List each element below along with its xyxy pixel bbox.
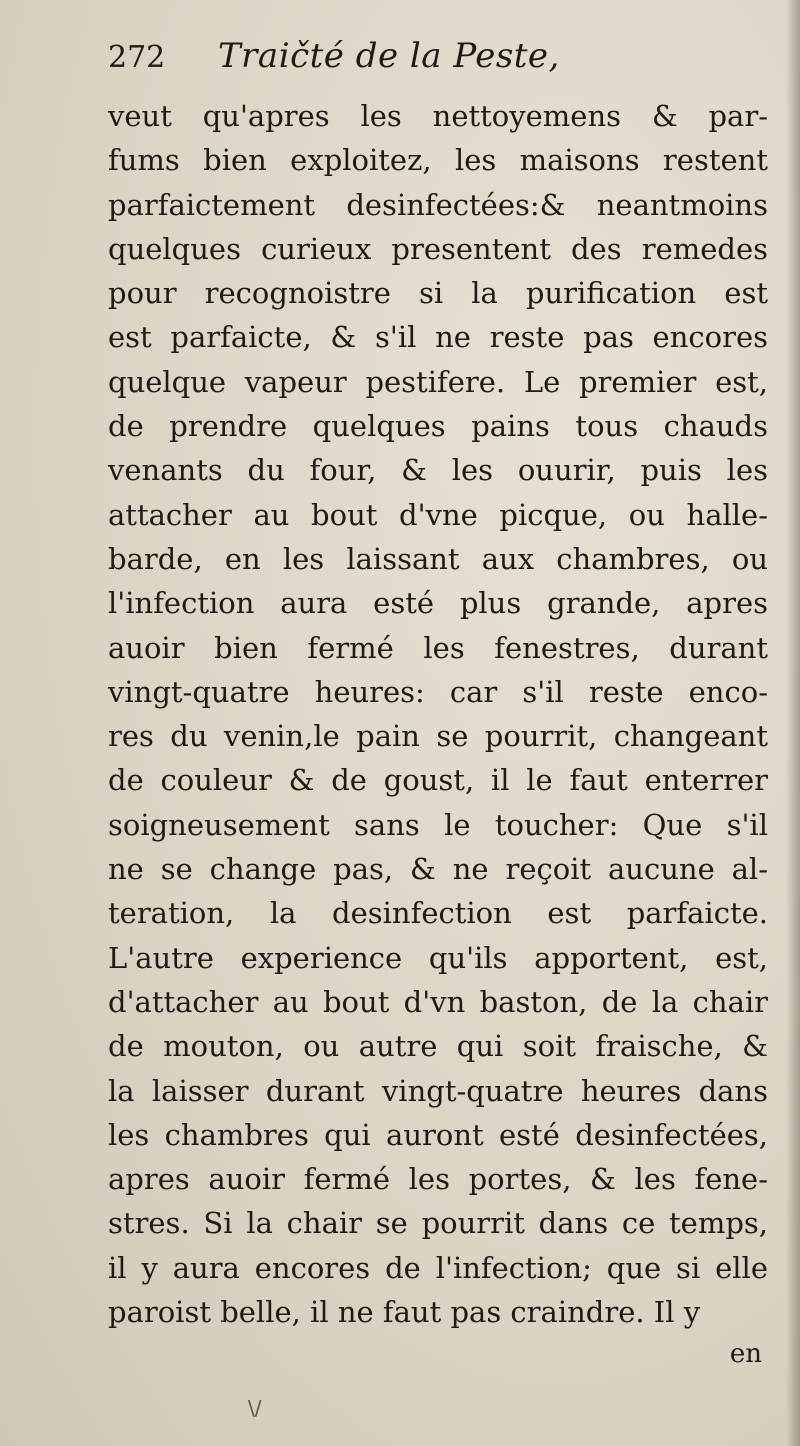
- text-line: pour recognoistre si la purification est: [108, 276, 768, 311]
- text-line: L'autre experience qu'ils apportent, est,: [108, 940, 768, 975]
- text-line: de prendre quelques pains tous chauds: [108, 409, 768, 444]
- text-line: venants du four, & les ouurir, puis les: [108, 453, 768, 488]
- page-header: [108, 36, 768, 94]
- text-line: fums bien exploitez, les maisons restent: [108, 143, 768, 178]
- text-line: veut qu'apres les nettoyemens & par-: [108, 99, 768, 133]
- text-line: l'infection aura esté plus grande, apres: [108, 586, 768, 621]
- text-line: d'attacher au bout d'vn baston, de la chair: [108, 984, 768, 1019]
- text-line: auoir bien fermé les fenestres, durant: [108, 630, 768, 665]
- text-line: barde, en les laissant aux chambres, ou: [108, 541, 768, 576]
- text-line: parfaictement desinfectées:& neantmoins: [108, 187, 768, 222]
- text-line: apres auoir fermé les portes, & les fene-: [108, 1162, 768, 1197]
- text-line: de couleur & de goust, il le faut enterrer: [108, 763, 768, 798]
- body-text: [108, 94, 768, 1334]
- text-line: teration, la desinfection est parfaicte.: [108, 896, 768, 931]
- text-line: paroist belle, il ne faut pas craindre. Il y: [108, 1295, 701, 1330]
- page-number: 272: [108, 40, 166, 75]
- text-line: quelque vapeur pestifere. Le premier est,: [108, 364, 768, 399]
- running-title: Traičté de la Peste,: [218, 36, 560, 76]
- signature-mark: \/: [248, 1396, 262, 1420]
- text-line: est parfaicte, & s'il ne reste pas encores: [108, 320, 768, 355]
- text-line: attacher au bout d'vne picque, ou halle-: [108, 497, 768, 532]
- text-line: res du venin,le pain se pourrit, changeant: [108, 719, 768, 754]
- page-edge-shadow: [786, 0, 800, 1446]
- catchword: en: [729, 1339, 762, 1370]
- text-line: quelques curieux presentent des remedes: [108, 231, 768, 266]
- text-block: [108, 36, 768, 1374]
- text-line: la laisser durant vingt-quatre heures dans: [108, 1073, 768, 1108]
- text-line: les chambres qui auront esté desinfectées,: [108, 1117, 768, 1152]
- text-line: stres. Si la chair se pourrit dans ce temps,: [108, 1206, 768, 1241]
- text-line: ne se change pas, & ne reçoit aucune al-: [108, 852, 768, 887]
- text-line: il y aura encores de l'infection; que si elle: [108, 1250, 768, 1285]
- text-line: soigneusement sans le toucher: Que s'il: [108, 807, 768, 842]
- text-line: vingt-quatre heures: car s'il reste enco-: [108, 674, 768, 709]
- text-line: de mouton, ou autre qui soit fraische, &: [108, 1029, 768, 1064]
